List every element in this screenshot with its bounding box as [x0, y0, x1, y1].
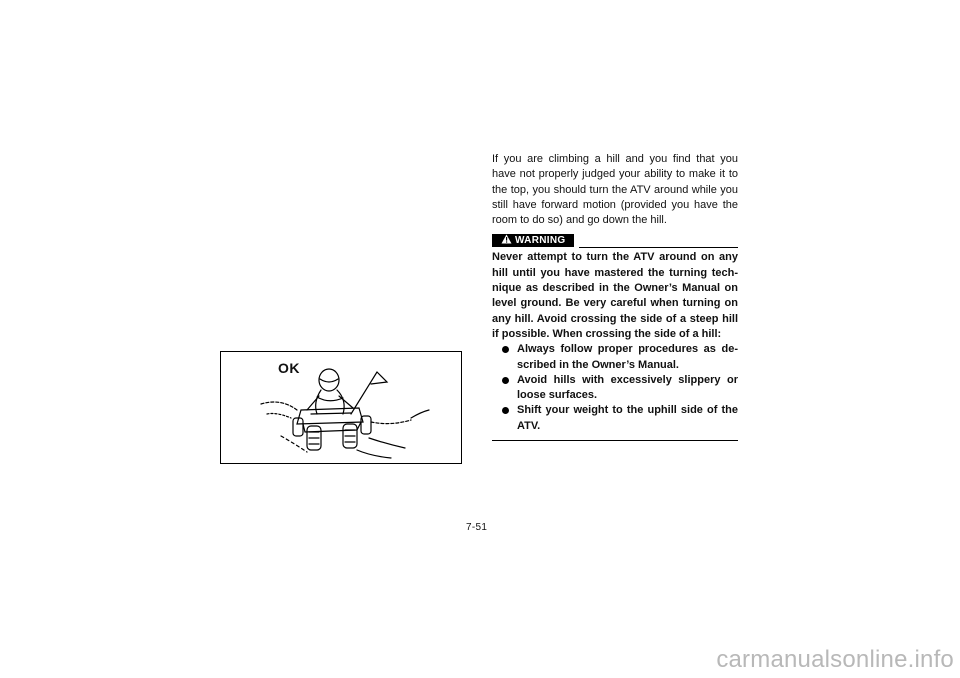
- warning-badge: [492, 234, 574, 247]
- bullet-icon: [502, 407, 509, 414]
- bullet-text: Always follow proper procedures as de-scribed in the Owner’s Manual.: [517, 343, 738, 371]
- warning-bullet-list: [492, 342, 738, 434]
- warning-header: [492, 234, 738, 250]
- watermark: carmanualsonline.info: [716, 646, 954, 673]
- bullet-icon: [502, 346, 509, 353]
- atv-illustration: [220, 351, 462, 464]
- warning-badge-label: WARNING: [515, 235, 566, 247]
- list-item: [492, 342, 738, 373]
- text-column: [492, 152, 738, 441]
- warning-triangle-icon: [501, 234, 512, 244]
- atv-rider-drawing: [221, 352, 461, 463]
- intro-paragraph: If you are climbing a hill and you find that you have not properly judged your ability to make it to the top, you should turn the ATV around while you still have forward motion (provided you have the room to do so) and go down the hill.: [492, 153, 738, 227]
- bullet-icon: [502, 377, 509, 384]
- bullet-text: Avoid hills with excessively slippery or loose surfaces.: [517, 373, 738, 402]
- bullet-text: Shift your weight to the uphill side of the ATV.: [517, 404, 738, 432]
- warning-rule: [579, 247, 738, 248]
- warning-end-rule: [492, 440, 738, 441]
- warning-text: Never attempt to turn the ATV around on any hill until you have mastered the turning tech-nique as described in the Owner’s Manual on level ground. Be very careful when turning on any hill. Avoid crossing the side of a steep hill if possible. When crossing the side of a hill:: [492, 251, 738, 340]
- page-number: 7-51: [466, 522, 488, 533]
- list-item: [492, 373, 738, 404]
- list-item: [492, 403, 738, 434]
- figure-ok-label: OK: [278, 360, 300, 376]
